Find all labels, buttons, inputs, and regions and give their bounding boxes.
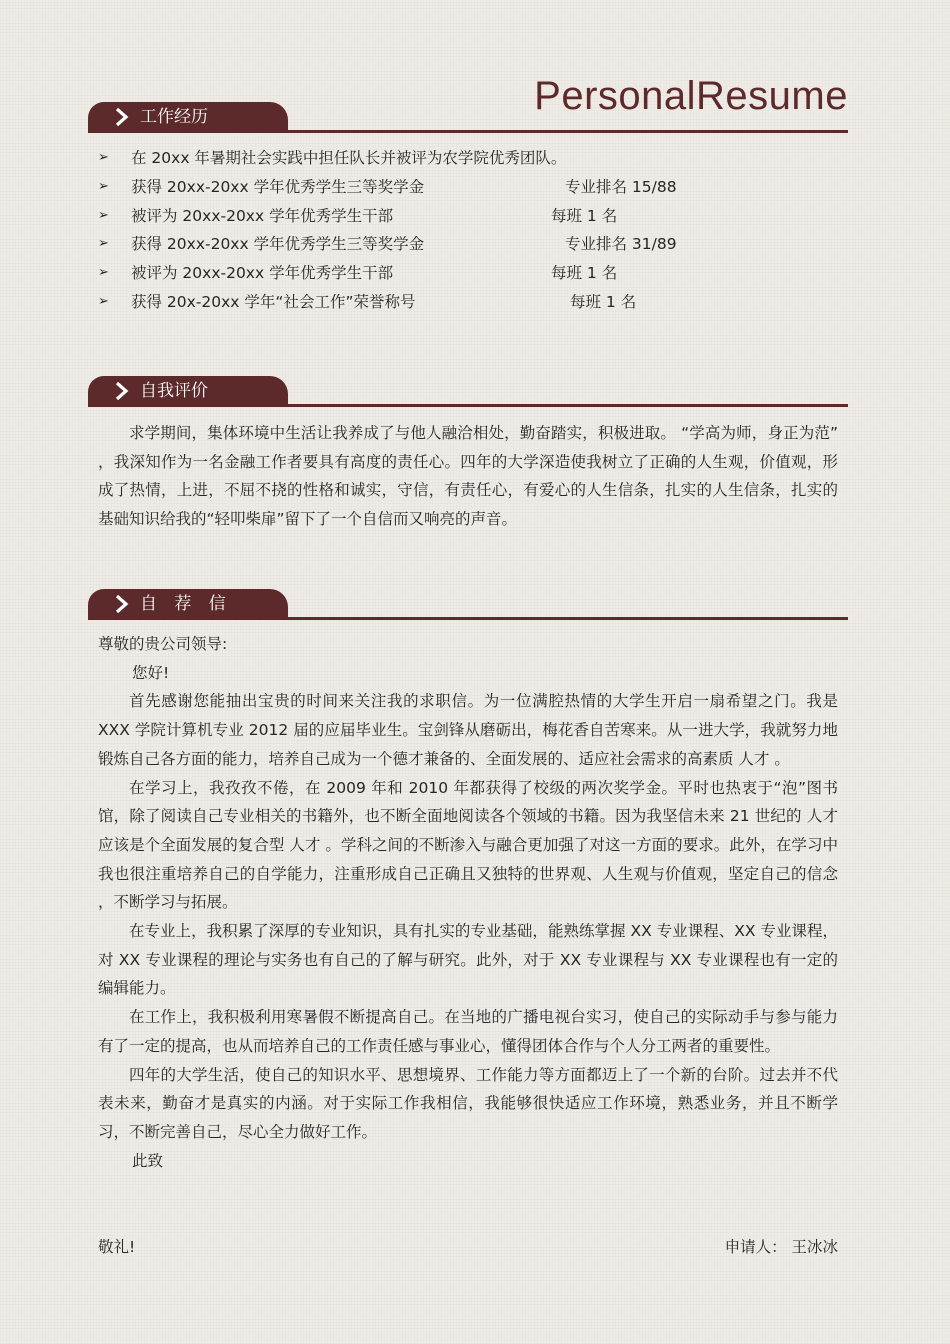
letter-paragraph: 在专业上，我积累了深厚的专业知识，具有扎实的专业基础，能熟练掌握 XX 专业课程、XX 专业课程，对 XX 专业课程的理论与实务也有自己的了解与研究。此外，对于 XX 专业课程与 XX 专业课程也有一定的编辑能力。 bbox=[98, 922, 838, 998]
section-title-work: 工作经历 bbox=[140, 107, 208, 127]
list-item bbox=[98, 173, 838, 202]
list-item-note: 每班 1 名 bbox=[551, 206, 618, 225]
letter-paragraph: 在工作上，我积极利用寒暑假不断提高自己。在当地的广播电视台实习，使自己的实际动手与参与能力有了一定的提高，也从而培养自己的工作责任感与事业心，懂得团体合作与个人分工两者的重要性。 bbox=[98, 1008, 838, 1055]
list-item-text: 获得 20x-20xx 学年“社会工作”荣誉称号 bbox=[131, 292, 416, 311]
section-header-self-eval bbox=[88, 376, 848, 408]
chevron-right-icon bbox=[114, 108, 130, 126]
letter-closing: 此致 bbox=[132, 1151, 164, 1170]
self-evaluation-text bbox=[98, 419, 838, 534]
section-title-self-eval: 自我评价 bbox=[140, 381, 208, 401]
section-header-cover-letter bbox=[88, 589, 848, 621]
section-divider-self-eval bbox=[88, 404, 848, 407]
arrowhead-bullet-icon: ➢ bbox=[98, 265, 109, 281]
chevron-right-icon bbox=[114, 382, 130, 400]
list-item bbox=[98, 259, 838, 288]
brand-title: PersonalResume bbox=[534, 74, 848, 118]
arrowhead-bullet-icon: ➢ bbox=[98, 150, 109, 165]
section-header-work bbox=[88, 102, 848, 134]
list-item-text: 被评为 20xx-20xx 学年优秀学生干部 bbox=[131, 264, 394, 283]
chevron-right-icon bbox=[114, 595, 130, 613]
list-item-note: 专业排名 15/88 bbox=[565, 177, 677, 196]
letter-paragraph: 首先感谢您能抽出宝贵的时间来关注我的求职信。为一位满腔热情的大学生开启一扇希望之门。我是 XXX 学院计算机专业 2012 届的应届毕业生。宝剑锋从磨砺出，梅花香自苦寒来。从一进大学，我就努力地锻炼自己各方面的能力，培养自己成为一个德才兼备的、全面发展的、适应社会需求的高素质 人才 。 bbox=[98, 692, 838, 768]
letter-regards: 敬礼! bbox=[98, 1238, 136, 1256]
section-tab-work bbox=[88, 102, 288, 132]
list-item bbox=[98, 288, 838, 317]
letter-signoff bbox=[98, 1233, 838, 1262]
list-item-note: 每班 1 名 bbox=[551, 264, 618, 283]
arrowhead-bullet-icon: ➢ bbox=[98, 293, 109, 309]
arrowhead-bullet-icon: ➢ bbox=[98, 236, 109, 252]
list-item-text: 获得 20xx-20xx 学年优秀学生三等奖学金 bbox=[131, 177, 425, 196]
self-evaluation-paragraph: 求学期间，集体环境中生活让我养成了与他人融洽相处，勤奋踏实，积极进取。 “学高为师，身正为范” ，我深知作为一名金融工作者要具有高度的责任心。四年的大学深造使我树立了正确的人生观，价值观，形成了热情，上进，不屈不挠的性格和诚实，守信，有责任心，有爱心的人生信条，扎实的人生信条，扎实的基础知识给我的“轻叩柴扉”留下了一个自信而又响亮的声音。 bbox=[98, 424, 838, 529]
section-tab-self-eval bbox=[88, 376, 288, 406]
list-item-text: 获得 20xx-20xx 学年优秀学生三等奖学金 bbox=[131, 235, 425, 254]
cover-letter-body bbox=[98, 630, 838, 1175]
list-item-text: 被评为 20xx-20xx 学年优秀学生干部 bbox=[131, 206, 394, 225]
letter-greeting: 您好! bbox=[132, 663, 170, 682]
letter-salutation: 尊敬的贵公司领导: bbox=[98, 635, 228, 653]
section-divider-work bbox=[88, 130, 848, 133]
arrowhead-bullet-icon: ➢ bbox=[98, 207, 109, 223]
list-item-note: 专业排名 31/89 bbox=[565, 235, 677, 254]
list-item bbox=[98, 230, 838, 259]
work-experience-list bbox=[98, 144, 838, 317]
arrowhead-bullet-icon: ➢ bbox=[98, 178, 109, 194]
section-title-cover-letter: 自 荐 信 bbox=[140, 594, 232, 614]
list-item-note: 每班 1 名 bbox=[570, 292, 637, 311]
letter-signature: 申请人： 王冰冰 bbox=[724, 1238, 838, 1256]
list-item bbox=[98, 202, 838, 231]
section-tab-cover-letter bbox=[88, 589, 288, 619]
letter-paragraph: 四年的大学生活，使自己的知识水平、思想境界、工作能力等方面都迈上了一个新的台阶。过去并不代表未来，勤奋才是真实的内涵。对于实际工作我相信，我能够很快适应工作环境，熟悉业务，并且不断学习，不断完善自己，尽心全力做好工作。 bbox=[98, 1065, 838, 1141]
section-divider-cover-letter bbox=[88, 617, 848, 620]
letter-paragraph: 在学习上，我孜孜不倦，在 2009 年和 2010 年都获得了校级的两次奖学金。平时也热衷于“泡”图书馆，除了阅读自己专业相关的书籍外，也不断全面地阅读各个领域的书籍。因为我坚信未来 21 世纪的 人才 应该是个全面发展的复合型 人才 。学科之间的不断渗入与融合更加强了对这一方面的要求。此外，在学习中我也很注重培养自己的自学能力，注重形成自己正确且又独特的世界观、人生观与价值观，坚定自己的信念 ，不断学习与拓展。 bbox=[98, 778, 838, 912]
list-item bbox=[98, 144, 838, 173]
list-item-text: 在 20xx 年暑期社会实践中担任队长并被评为农学院优秀团队。 bbox=[131, 149, 567, 167]
